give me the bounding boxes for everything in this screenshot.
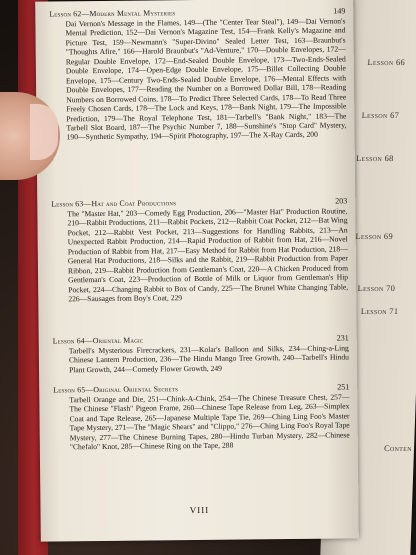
lesson-contents: Tarbell Orange and Die, 251—Chink-A-Chink, 254—The Chinese Treasure Chest, 257—The Chinese "Flash" Pigeon Frame, 260—Chinese Tape Release from Leg, 263—Simplex Coat and Tape Release, 265—Japanese Multiple Tape Tie, 269—Ching Ling Foo's Master Tape Mystery, 271—The "Magic Shears" and "Clippo," 276—Ching Ling Foo's Royal Tape Mystery, 277—The Chinese Burning Tapes, 280—Hindu Turban Mystery, 282—Chinese "Chefalo" Knot, 285—Chinese Ring on the Tape, 288 (69, 392, 350, 452)
lesson-number: Lesson 64 (52, 336, 85, 346)
thumbnail (30, 104, 58, 160)
facing-lesson-heading: Lesson 67 (361, 110, 400, 120)
lesson-entry (49, 6, 346, 142)
lesson-contents: Tarbell's Mysterious Firecrackers, 231—Kolar's Balloon and Silks, 234—Ching-a-Ling Chinese Lantern Production, 236—The Hindu Mango Tree Growth, 240—Tarbell's Hindu Plant Growth, 244—Comedy Flower Growth, 249 (68, 343, 349, 375)
lesson-number: Lesson 62 (49, 9, 82, 19)
lesson-number: Lesson 65 (53, 385, 86, 395)
page-number: 203 (335, 196, 348, 206)
lesson-title: —Oriental Magic (84, 335, 144, 346)
lesson-contents: Dai Vernon's Message in the Flames, 149—(The "Center Tear Steal"), 149—Dai Vernon's Mental Prediction, 152—Dai Vernon's Magazine Test, 154—Frank Kelly's Magazine and Picture Test, 159—Newmann's "Super-Divino" Sealed Letter Test, 163—Braunbut's "Thoughts Afire," 166—Harold Braunbut's "Ad-Venture," 170—Double Envelopes, 172—Regular Double Envelope, 172—End-Sealed Double Envelope, 173—Two-Ends-Sealed Double Envelope, 174—Open-Edge Double Envelope, 175—Billet Collecting Double Envelope, 175—Century Two-Ends-Sealed Double Envelope, 176—Mental Effects with Double Envelopes, 177—Reading the Number on a Borrowed Dollar Bill, 178—Reading Numbers on Borrowed Coins, 178—To Predict Three Selected Cards, 178—To Read Three Freely Chosen Cards, 178—The Lock and Keys, 178—Bank Night, 179—The Impossible Prediction, 179—The Royal Telephone Test, 181—Tarbell's "Bank Night," 183—The Tarbell Slot Board, 187—The Psychic Number 7, 188—Sunshine's "Stop Card" Mystery, 190—Synthetic Sympathy, 194—Spirit Photography, 197—The X-Ray Cards, 200 (65, 16, 347, 142)
lesson-entry (53, 333, 349, 374)
facing-lesson-heading: Lesson 68 (355, 153, 394, 163)
facing-lesson-heading: Lesson 66 (367, 57, 406, 67)
lesson-title: —Modern Mental Mysteries (81, 8, 176, 19)
lesson-entry (53, 382, 350, 452)
lesson-entry (51, 196, 348, 304)
page-folio: VIII (189, 504, 210, 516)
page-number: 231 (336, 333, 349, 343)
page-number: 149 (333, 6, 346, 16)
lesson-contents: The "Master Hat," 203—Comedy Egg Production, 206—"Master Hat" Production Routine, 210—Rabbit Productions, 211—Rabbit Pockets, 212—Rabbit Coat Pocket, 212—Bat Wing Pocket, 212—Rabbit Vest Pocket, 213—Suggestions for Handling Rabbits, 213—An Unexpected Rabbit Production, 214—Rapid Production of Rabbit from Hat, 216—Novel Production of Rabbit from Hat, 217—Easy Method for Rabbit from Hat Production, 218—General Hat Productions, 218—Silks and the Rabbit, 219—Rabbit Production from Paper Ribbon, 219—Rabbit Production from Gentleman's Coat, 220—A Chicken Produced from Gentleman's Coat, 223—Production of Bottle of Milk or Liquor from Gentleman's Hip Pocket, 224—Changing Rabbit to Box of Candy, 225—The Brunel White Changing Table, 226—Sausages from Boy's Coat, 229 (67, 206, 349, 304)
facing-contents-label: Conten (383, 443, 413, 453)
facing-lesson-heading: Lesson 69 (355, 231, 394, 241)
lesson-number: Lesson 63 (51, 199, 84, 209)
facing-lesson-heading: Lesson 71 (360, 306, 399, 316)
contents-page (35, 0, 359, 542)
lesson-title: —Original Oriental Secrets (85, 384, 179, 395)
page-number: 251 (337, 382, 350, 392)
facing-lesson-heading: Lesson 70 (357, 283, 396, 293)
lesson-title: —Hat and Coat Productions (83, 198, 177, 209)
